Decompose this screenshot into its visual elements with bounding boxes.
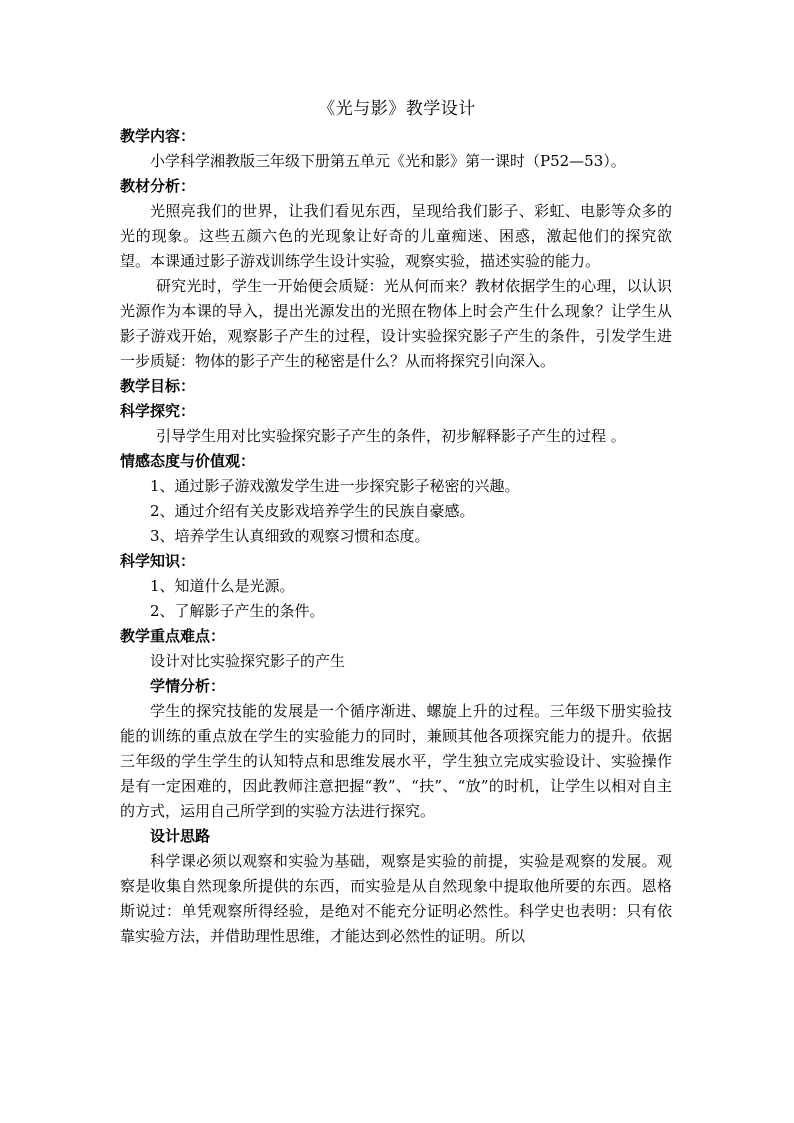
key-difficulties-text: 设计对比实验探究影子的产生 [150,652,346,670]
textbook-analysis-paragraph-2: 研究光时，学生一开始便会质疑：光从何而来？教材依据学生的心理，以认识光源作为本课的导入，提出光源发出的光照在物体上时会产生什么现象？让学生从影子游戏开始，观察影子产生的过程，设计实验探究影子产生的条件，引发学生进一步质疑：物体的影子产生的秘密是什么？从而将探究引向深入。 [120,277,672,370]
heading-student-analysis: 学情分析： [150,677,226,695]
attitude-item: 3、培养学生认真细致的观察习惯和态度。 [150,527,430,545]
heading-attitude-values: 情感态度与价值观： [120,452,256,470]
knowledge-item: 1、知道什么是光源。 [150,577,295,595]
document-body [120,124,672,949]
design-idea-paragraph: 科学课必须以观察和实验为基础，观察是实验的前提，实验是观察的发展。观察是收集自然现象所提供的东西，而实验是从自然现象中提取他所要的东西。恩格斯说过：单凭观察所得经验，是绝对不能充分证明必然性。科学史也表明：只有依靠实验方法，并借助理性思维，才能达到必然性的证明。所以 [120,852,672,945]
heading-textbook-analysis: 教材分析： [120,177,196,195]
heading-teaching-content: 教学内容： [120,127,196,145]
textbook-analysis-paragraph-1: 光照亮我们的世界，让我们看见东西，呈现给我们影子、彩虹、电影等众多的光的现象。这些五颜六色的光现象让好奇的儿童痴迷、困惑，激起他们的探究欲望。本课通过影子游戏训练学生设计实验，观察实验，描述实验的能力。 [120,202,672,270]
heading-scientific-inquiry: 科学探究： [120,402,196,420]
document-title: 《光与影》教学设计 [318,99,476,119]
knowledge-item: 2、了解影子产生的条件。 [150,602,325,620]
attitude-item: 2、通过介绍有关皮影戏培养学生的民族自豪感。 [150,502,475,520]
scientific-inquiry-text: 引导学生用对比实验探究影子产生的条件，初步解释影子产生的过程 。 [156,427,626,445]
teaching-content-text: 小学科学湘教版三年级下册第五单元《光和影》第一课时（P52—53）。 [150,152,626,170]
attitude-item: 1、通过影子游戏激发学生进一步探究影子秘密的兴趣。 [150,477,520,495]
heading-teaching-goals: 教学目标： [120,377,196,395]
heading-key-difficulties: 教学重点难点： [120,627,226,645]
student-analysis-paragraph: 学生的探究技能的发展是一个循序渐进、螺旋上升的过程。三年级下册实验技能的训练的重点放在学生的实验能力的同时，兼顾其他各项探究能力的提升。依据三年级的学生学生的认知特点和思维发展水平，学生独立完成实验设计、实验操作是有一定困难的，因此教师注意把握“教”、“扶”、“放”的时机，让学生以相对自主的方式，运用自己所学到的实验方法进行探究。 [120,702,672,820]
heading-scientific-knowledge: 科学知识： [120,552,196,570]
heading-design-idea: 设计思路 [150,827,211,845]
